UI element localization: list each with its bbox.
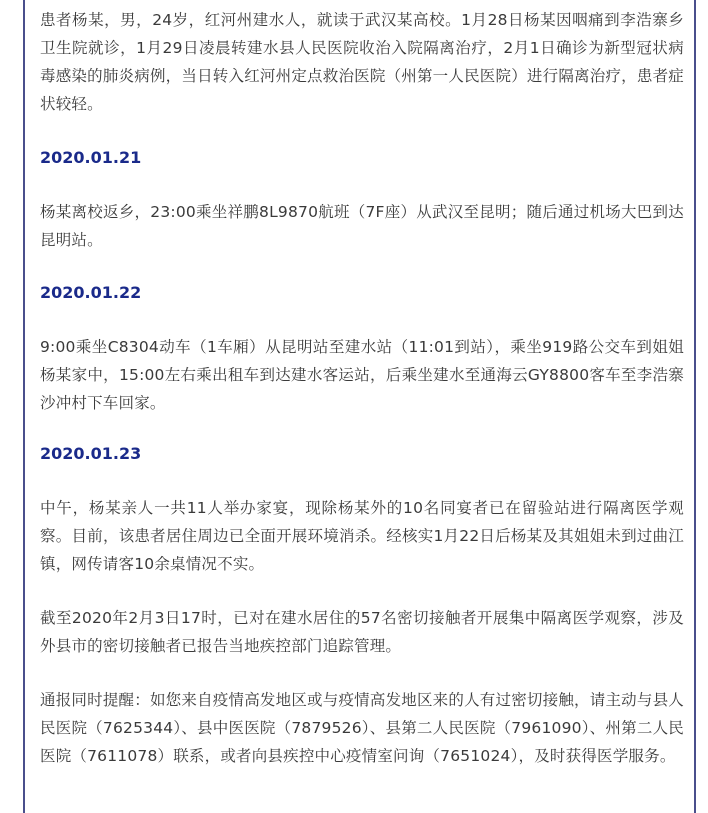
intro-paragraph: 患者杨某，男，24岁，红河州建水人，就读于武汉某高校。1月28日杨某因咽痛到李浩寨乡卫生院就诊，1月29日凌晨转建水县人民医院收治入院隔离治疗，2月1日确诊为新型冠状病毒感染的肺炎病例，当日转入红河州定点救治医院（州第一人民医院）进行隔离治疗，患者症状较轻。 xyxy=(40,11,684,113)
timeline-paragraph: 杨某离校返乡，23:00乘坐祥鹏8L9870航班（7F座）从武汉至昆明；随后通过机场大巴到达昆明站。 xyxy=(40,203,684,249)
timeline-paragraph: 中午，杨某亲人一共11人举办家宴，现除杨某外的10名同宴者已在留验站进行隔离医学观察。目前，该患者居住周边已全面开展环境消杀。经核实1月22日后杨某及其姐姐未到过曲江镇，网传请客10余桌情况不实。 xyxy=(40,499,684,573)
date-heading: 2020.01.23 xyxy=(40,444,142,463)
timeline-paragraph: 9:00乘坐C8304动车（1车厢）从昆明站至建水站（11:01到站），乘坐919路公交车到姐姐杨某家中，15:00左右乘出租车到达建水客运站，后乘坐建水至通海云GY8800客车至李浩寨沙冲村下车回家。 xyxy=(40,338,684,412)
date-heading: 2020.01.22 xyxy=(40,283,142,302)
reminder-paragraph: 通报同时提醒：如您来自疫情高发地区或与疫情高发地区来的人有过密切接触，请主动与县人民医院（7625344）、县中医医院（7879526）、县第二人民医院（7961090）、州第二人民医院（7611078）联系，或者向县疾控中心疫情室问询（7651024），及时获得医学服务。 xyxy=(40,691,684,765)
date-heading: 2020.01.21 xyxy=(40,148,142,167)
contacts-summary-paragraph: 截至2020年2月3日17时，已对在建水居住的57名密切接触者开展集中隔离医学观察，涉及外县市的密切接触者已报告当地疾控部门追踪管理。 xyxy=(40,609,684,655)
